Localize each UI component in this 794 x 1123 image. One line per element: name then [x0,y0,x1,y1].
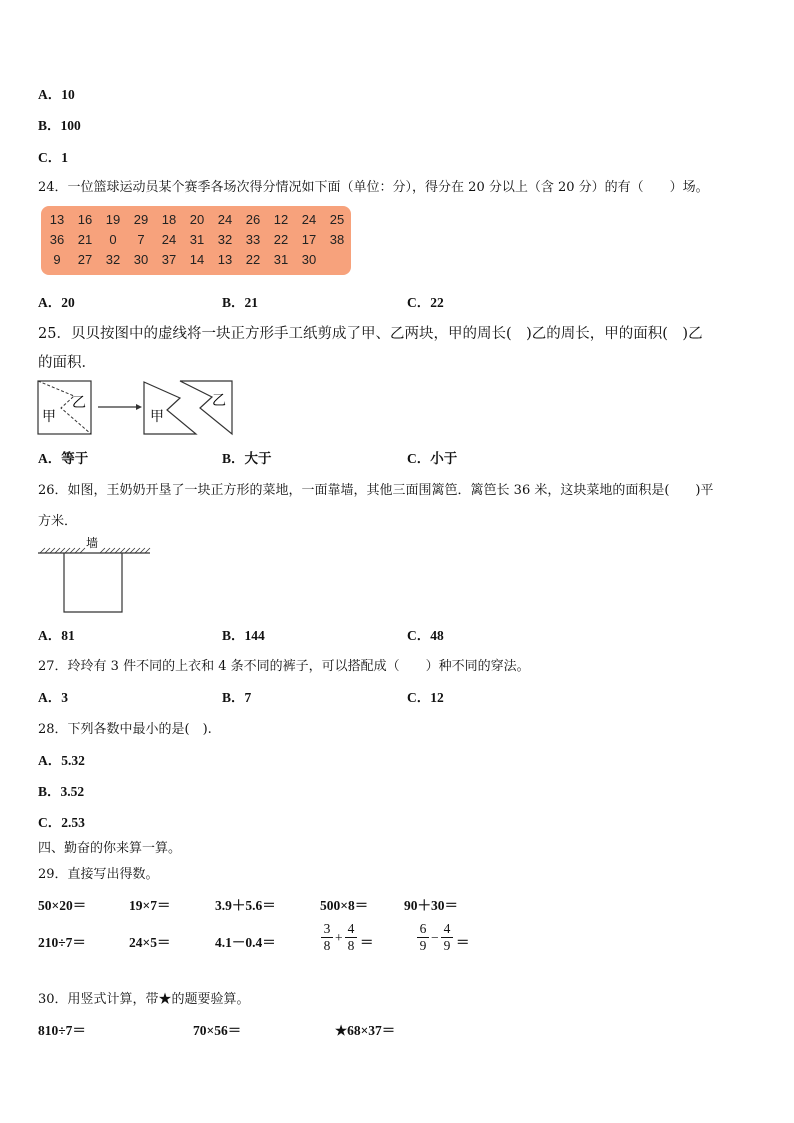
score-cell: 31 [273,252,289,267]
score-cell: 19 [105,212,121,227]
score-cell: 32 [217,232,233,247]
calc-item: 24×5＝ [129,935,171,950]
q23-option-b: B．100 [38,118,81,133]
q28-option-b: B．3.52 [38,784,85,799]
q26-option-c: C．48 [407,628,444,643]
fraction [345,921,357,954]
score-cell: 13 [49,212,65,227]
score-cell: 30 [133,252,149,267]
q25-option-a: A．等于 [38,451,89,466]
score-cell: 13 [217,252,233,267]
denominator: 8 [323,938,331,953]
calc-item: 3.9＋5.6＝ [215,898,276,913]
q24-text: 24．一位篮球运动员某个赛季各场次得分情况如下面（单位：分），得分在 20 分以上（含 20 分）的有（ ）场。 [38,180,709,195]
operator: + [335,930,343,945]
numerator: 4 [443,921,451,936]
score-cell: 26 [245,212,261,227]
score-cell: 30 [301,252,317,267]
score-cell: 16 [77,212,93,227]
numerator: 3 [323,921,331,936]
q27-text: 27．玲玲有 3 件不同的上衣和 4 条不同的裤子，可以搭配成（ ）种不同的穿法。 [38,659,530,674]
piece-jia-label: 甲 [150,409,164,425]
score-cell: 22 [245,252,261,267]
numerator: 4 [347,921,355,936]
q28-option-a: A．5.32 [38,753,85,768]
calc-item: 50×20＝ [38,898,87,913]
q28-option-c: C．2.53 [38,815,85,830]
q26-text-line1: 26．如图，王奶奶开垦了一块正方形的菜地，一面靠墙，其他三面围篱笆．篱笆长 36 米，这块菜地的面积是( )平 [38,483,714,498]
equals-sign: ＝ [360,935,374,950]
calc-item: 500×8＝ [320,898,369,913]
q30-text: 30．用竖式计算，带★的题要验算。 [38,992,250,1007]
q24-option-b: B．21 [222,295,259,310]
denominator: 9 [419,938,427,953]
garden-figure [36,533,156,617]
score-table [41,206,351,275]
operator: − [431,930,439,945]
score-cell: 37 [161,252,177,267]
fraction [321,921,333,954]
equals-sign: ＝ [456,935,470,950]
numerator: 6 [419,921,427,936]
score-cell: 17 [301,232,317,247]
fraction [441,921,453,954]
q26-option-b: B．144 [222,628,265,643]
score-cell: 24 [161,232,177,247]
square-cut-figure [36,378,246,438]
score-cell: 20 [189,212,205,227]
q27-option-b: B．7 [222,690,252,705]
denominator: 8 [347,938,355,953]
score-cell: 24 [217,212,233,227]
calc-item: 210÷7＝ [38,935,86,950]
score-cell: 21 [77,232,93,247]
calc-item: 810÷7＝ [38,1023,86,1038]
score-cell: 7 [137,232,145,247]
q23-option-c: C．1 [38,150,68,165]
score-cell: 38 [329,232,345,247]
score-cell: 22 [273,232,289,247]
score-cell: 0 [109,232,117,247]
q27-option-a: A．3 [38,690,68,705]
piece-yi-label: 乙 [212,393,226,409]
score-cell: 32 [105,252,121,267]
q25-text-line1: 25．贝贝按图中的虚线将一块正方形手工纸剪成了甲、乙两块，甲的周长( )乙的周长，甲的面积( )乙 [38,326,703,342]
q24-option-a: A．20 [38,295,75,310]
score-cell: 24 [301,212,317,227]
q24-option-c: C．22 [407,295,444,310]
q26-option-a: A．81 [38,628,75,643]
denominator: 9 [443,938,451,953]
score-cell: 18 [161,212,177,227]
section-4-heading: 四、勤奋的你来算一算。 [38,841,182,856]
q28-text: 28．下列各数中最小的是( ). [38,722,212,737]
score-cell: 25 [329,212,345,227]
score-cell: 31 [189,232,205,247]
score-cell: 36 [49,232,65,247]
wall-label: 墙 [86,536,99,550]
q26-text-line2: 方米． [38,514,78,529]
q25-text-line2: 的面积． [38,355,96,371]
fraction [417,921,429,954]
label-jia: 甲 [42,409,56,425]
q25-option-b: B．大于 [222,451,272,466]
calc-item: ★68×37＝ [335,1023,396,1038]
calc-item: 4.1－0.4＝ [215,935,276,950]
calc-item: 90＋30＝ [404,898,458,913]
score-cell: 12 [273,212,289,227]
label-yi: 乙 [72,395,86,411]
q27-option-c: C．12 [407,690,444,705]
score-cell: 14 [189,252,205,267]
score-cell: 9 [53,252,61,267]
score-cell: 33 [245,232,261,247]
calc-item: 19×7＝ [129,898,171,913]
q29-text: 29．直接写出得数。 [38,867,159,882]
calc-item: 70×56＝ [193,1023,242,1038]
q25-option-c: C．小于 [407,451,458,466]
q23-option-a: A．10 [38,87,75,102]
score-cell: 27 [77,252,93,267]
score-cell: 29 [133,212,149,227]
